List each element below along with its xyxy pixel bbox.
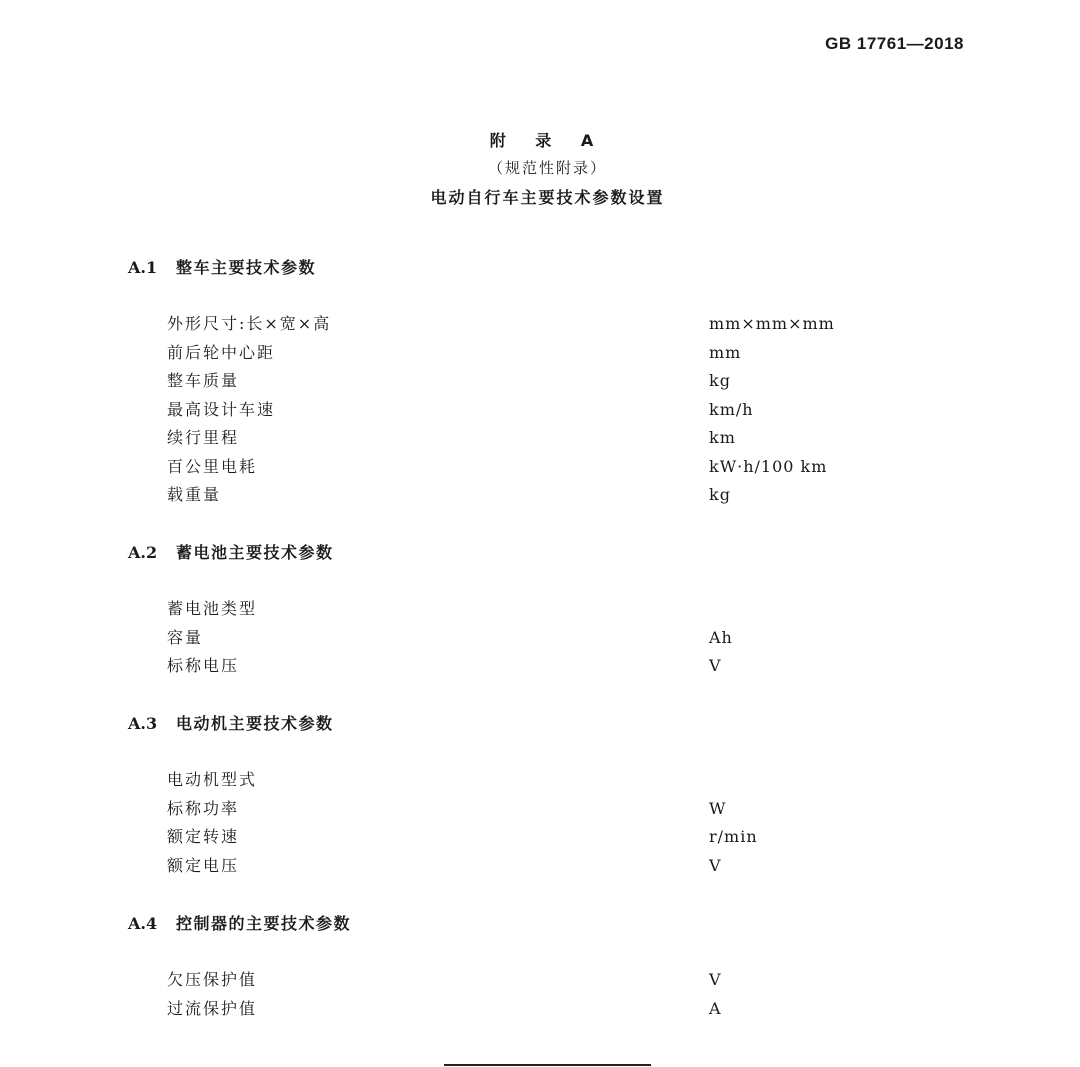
parameter-list (167, 966, 988, 1023)
parameter-label: 百公里电耗 (167, 456, 258, 476)
section-a1 (128, 254, 988, 510)
parameter-unit: kW·h/100 km (709, 456, 828, 476)
section-number: A.2 (128, 543, 158, 562)
standard-number: GB 17761—2018 (825, 34, 964, 53)
parameter-list (167, 766, 988, 880)
section-heading (128, 539, 988, 567)
parameter-row (167, 852, 988, 881)
section-number: A.3 (128, 714, 158, 733)
section-heading (128, 910, 988, 938)
parameter-unit: W (709, 798, 727, 818)
parameter-row (167, 367, 988, 396)
parameter-unit: V (709, 855, 722, 875)
parameter-unit: kg (709, 485, 731, 504)
parameter-label: 蓄电池类型 (167, 599, 258, 618)
end-rule (444, 1064, 651, 1066)
parameter-label: 额定电压 (167, 855, 240, 875)
parameter-row (167, 966, 988, 995)
parameter-row (167, 396, 988, 425)
parameter-list (167, 595, 988, 681)
parameter-row (167, 310, 988, 339)
parameter-label: 外形尺寸:长×宽×高 (167, 314, 332, 333)
parameter-row (167, 481, 988, 510)
parameter-unit: kg (709, 371, 731, 390)
parameter-unit: A (709, 998, 722, 1018)
parameter-label: 续行里程 (167, 428, 240, 447)
section-title: 电动机主要技术参数 (176, 714, 334, 733)
section-number: A.4 (128, 914, 158, 933)
parameter-unit: mm (709, 342, 742, 362)
parameter-row (167, 424, 988, 453)
parameter-row (167, 823, 988, 852)
section-heading (128, 254, 988, 282)
parameter-unit: Ah (709, 627, 733, 647)
parameter-row (167, 453, 988, 482)
parameter-label: 电动机型式 (167, 770, 258, 789)
section-a4 (128, 910, 988, 1023)
section-a3 (128, 710, 988, 880)
section-a2 (128, 539, 988, 681)
parameter-list (167, 310, 988, 510)
section-title: 蓄电池主要技术参数 (176, 543, 334, 562)
parameter-label: 前后轮中心距 (167, 342, 276, 362)
parameter-unit: V (709, 656, 722, 675)
parameter-label: 额定转速 (167, 827, 240, 846)
parameter-row (167, 624, 988, 653)
section-number: A.1 (128, 258, 158, 277)
appendix-title: 附 录 A (489, 131, 606, 150)
parameter-label: 容量 (167, 627, 204, 647)
section-title: 整车主要技术参数 (176, 258, 317, 277)
parameter-row (167, 795, 988, 824)
parameter-unit: V (709, 970, 722, 989)
section-heading (128, 710, 988, 738)
parameter-unit: r/min (709, 827, 758, 846)
parameter-unit: mm×mm×mm (709, 314, 835, 333)
parameter-label: 欠压保护值 (167, 970, 258, 989)
parameter-label: 最高设计车速 (167, 399, 276, 419)
appendix-subject: 电动自行车主要技术参数设置 (430, 188, 665, 207)
parameter-label: 载重量 (167, 485, 222, 504)
section-title: 控制器的主要技术参数 (176, 914, 352, 933)
parameter-label: 过流保护值 (167, 998, 258, 1018)
parameter-label: 整车质量 (167, 371, 240, 390)
appendix-nature: （规范性附录） (487, 159, 607, 177)
parameter-row (167, 595, 988, 624)
parameter-unit: km/h (709, 399, 754, 419)
parameter-row (167, 339, 988, 368)
parameter-label: 标称功率 (167, 798, 240, 818)
parameter-row (167, 766, 988, 795)
parameter-label: 标称电压 (167, 656, 240, 675)
parameter-row (167, 652, 988, 681)
parameter-unit: km (709, 428, 736, 447)
parameter-row (167, 995, 988, 1024)
